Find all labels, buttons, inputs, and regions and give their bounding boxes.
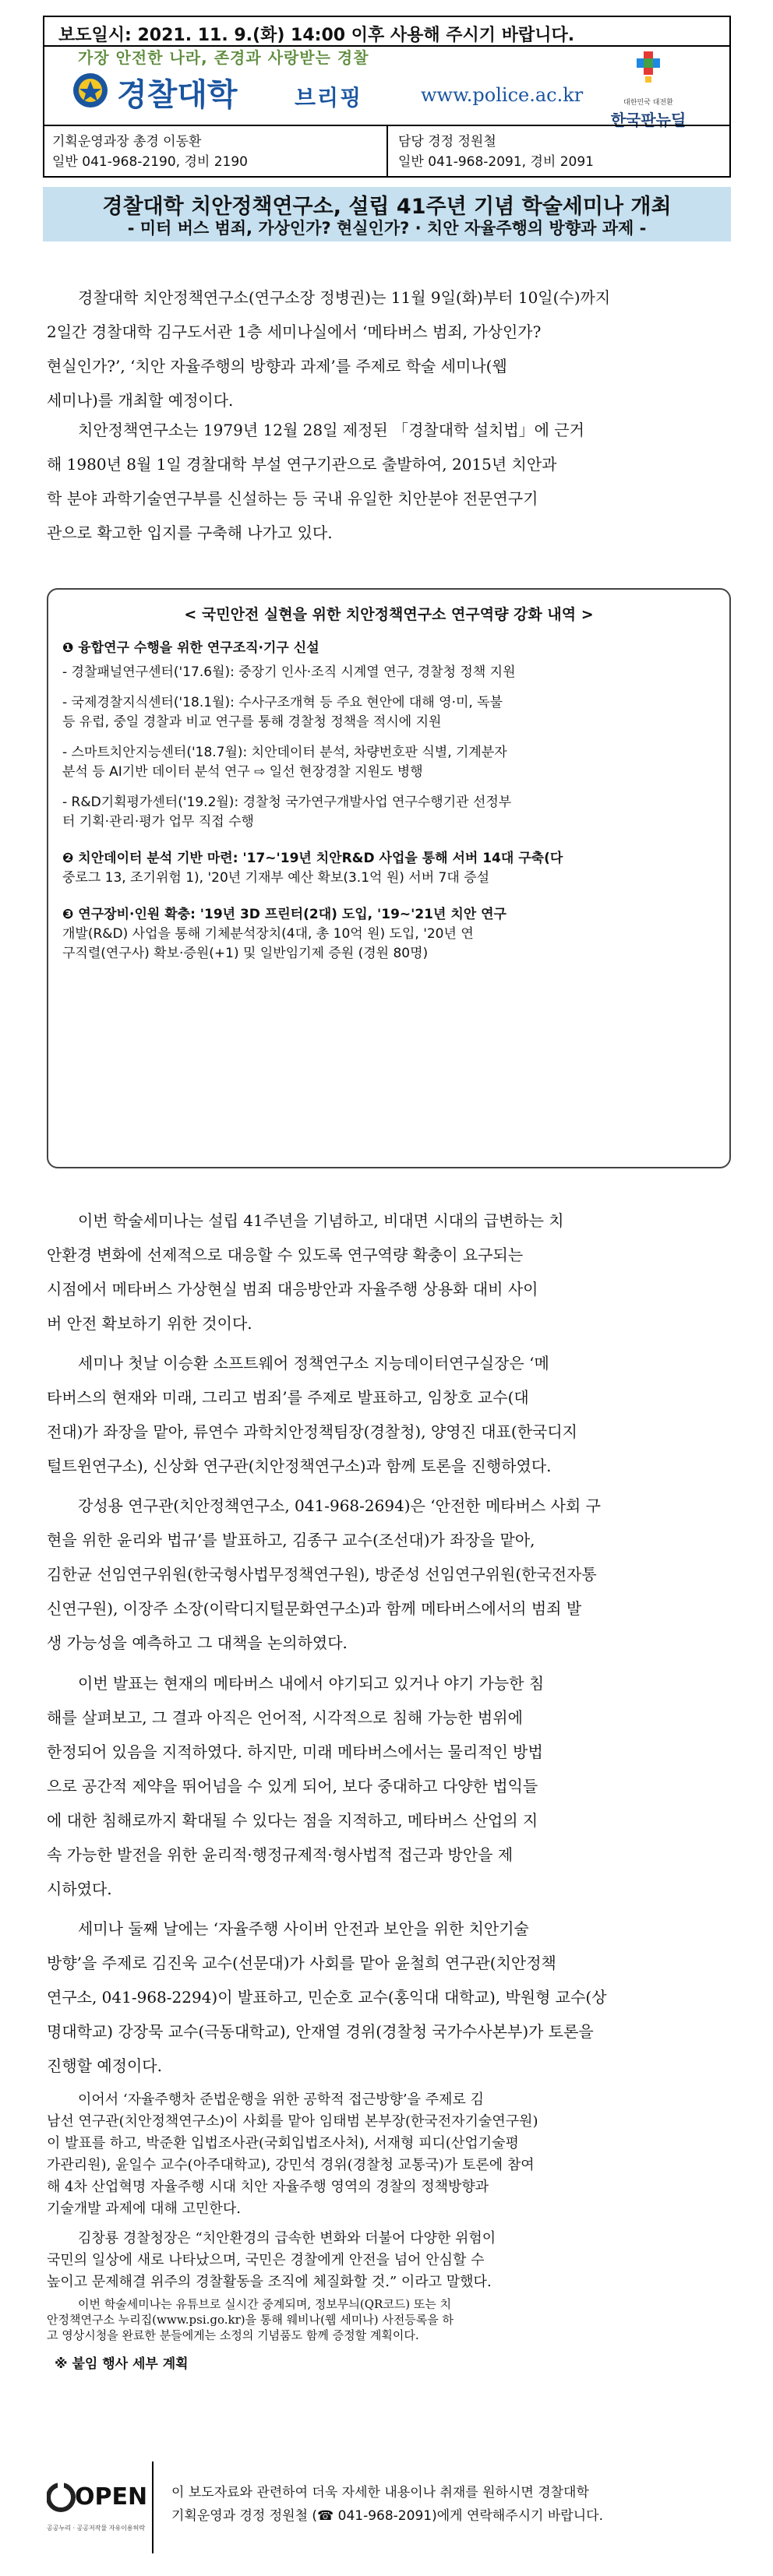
summary-item: ❸ 연구장비·인원 확충: '19년 3D 프린터(2대) 도입, '19~'21년 치안 연구 (62, 907, 507, 922)
paragraph-day1-session2 (47, 1489, 726, 1660)
text-line: 강성용 연구관(치안정책연구소, 041-968-2694)은 ‘안전한 메타버스 사회 구 (78, 1496, 601, 1515)
contact-right-line1: 담당 경정 정원철 (398, 134, 496, 150)
summary-item: 터 기획·관리·평가 업무 직접 수행 (62, 814, 254, 830)
embargo-notice: 보도일시: 2021. 11. 9.(화) 14:00 이후 사용해 주시기 바랍니다. (43, 16, 731, 47)
text-line: 현실인가?’, ‘치안 자율주행의 방향과 과제’를 주제로 학술 세미나(웹 (47, 357, 507, 375)
contact-row (43, 125, 731, 178)
contact-left-line2: 일반 041-968-2190, 경비 2190 (52, 154, 248, 170)
summary-heading: < 국민안전 실현을 위한 치안정책연구소 연구역량 강화 내역 > (184, 606, 594, 623)
text-line: 치안정책연구소는 1979년 12월 28일 제정된 「경찰대학 설치법」에 근거 (78, 421, 584, 439)
text-line: 에 대한 침해로까지 확대될 수 있다는 점을 지적하고, 메타버스 산업의 지 (47, 1811, 538, 1830)
text-line: 안정책연구소 누리집(www.psi.go.kr)을 통해 웨비나(웹 세미나) 사전등록을 하 (47, 2313, 454, 2327)
summary-item: ❷ 치안데이터 분석 기반 마련: '17~'19년 치안R&D 사업을 통해 서버 14대 구축(다 (62, 851, 563, 866)
summary-item: - 국제경찰지식센터('18.1월): 수사구조개혁 등 주요 현안에 대해 영·미, 독불 (62, 695, 503, 710)
text-line: 높이고 문제해결 위주의 경찰활동을 조직에 체질화할 것.” 이라고 말했다. (47, 2274, 492, 2290)
text-line: 한정되어 있음을 지적하였다. 하지만, 미래 메타버스에서는 물리적인 방법 (47, 1743, 543, 1761)
text-line: 국민의 일상에 새로 나타났으며, 국민은 경찰에게 안전을 넘어 안심할 수 (47, 2252, 485, 2268)
text-line: 해를 살펴보고, 그 결과 아직은 언어적, 시각적으로 침해 가능한 범위에 (47, 1708, 523, 1727)
briefing-title: 경찰대학 (117, 77, 238, 113)
summary-item: - R&D기획평가센터('19.2월): 경찰청 국가연구개발사업 연구수행기관 선정부 (62, 795, 512, 810)
paragraph-day1-session1 (47, 1346, 726, 1483)
paragraph-day2-session1 (47, 1912, 726, 2083)
summary-list (62, 639, 717, 964)
open-label: OPEN (75, 2483, 148, 2511)
text-line: 가관리원), 윤일수 교수(아주대학교), 강민석 경위(경찰청 교통국)가 토론에 참여 (47, 2157, 535, 2173)
text-line: 세미나)를 개최할 예정이다. (47, 391, 234, 410)
contact-right-line2: 일반 041-968-2091, 경비 2091 (398, 154, 594, 170)
paragraph-day2-session2 (47, 2089, 726, 2220)
korean-new-deal-logo (602, 48, 695, 129)
summary-item: 분석 등 AI기반 데이터 분석 연구 ⇨ 일선 현장경찰 지원도 병행 (62, 764, 423, 780)
footer-divider (152, 2461, 154, 2553)
contact-left-line1: 기획운영과장 총경 이동환 (52, 134, 202, 150)
text-line: 타버스의 현재와 미래, 그리고 범죄’를 주제로 발표하고, 임창호 교수(대 (47, 1388, 529, 1407)
website-url[interactable]: www.police.ac.kr (421, 84, 584, 106)
footer-line1: 이 보도자료와 관련하여 더욱 자세한 내용이나 취재를 원하시면 경찰대학 (171, 2485, 589, 2500)
footer (47, 2461, 732, 2555)
summary-item: 등 유럽, 중일 경찰과 비교 연구를 통해 경찰청 정책을 적시에 지원 (62, 714, 442, 730)
text-line: 안환경 변화에 선제적으로 대응할 수 있도록 연구역량 확충이 요구되는 (47, 1246, 524, 1264)
text-line: 기술개발 과제에 대해 고민한다. (47, 2201, 241, 2217)
text-line: 방향’을 주제로 김진욱 교수(선문대)가 사회를 맡아 윤철희 연구관(치안정책 (47, 1954, 556, 1972)
paragraph-history (47, 413, 726, 550)
summary-item: ❶ 융합연구 수행을 위한 연구조직·기구 신설 (62, 640, 319, 656)
footer-line2: 기획운영과 경정 정원철 (☎ 041-968-2091)에게 연락해주시기 바랍니다. (171, 2508, 603, 2524)
text-line: 김한균 선임연구위원(한국형사법무정책연구원), 방준성 선임연구위원(한국전자통 (47, 1565, 597, 1584)
text-line: 시하였다. (47, 1880, 112, 1898)
text-line: 이어서 ‘자율주행차 준법운행을 위한 공학적 접근방향’을 주제로 김 (78, 2091, 484, 2108)
text-line: 현을 위한 윤리와 법규’를 발표하고, 김종구 교수(조선대)가 좌장을 맡아, (47, 1531, 535, 1549)
contact-divider (386, 126, 388, 178)
paragraph-commissioner-quote (47, 2228, 726, 2293)
text-line: 해 4차 산업혁명 자율주행 시대 치안 자율주행 영역의 경찰의 정책방향과 (47, 2179, 489, 2195)
logo-label: 한국판뉴딜 (610, 111, 687, 129)
summary-item: 중로그 13, 조기위험 1), '20년 기재부 예산 확보(3.1억 원) 서버 7대 증설 (62, 870, 490, 886)
open-small-text: 공공누리 · 공공저작물 자유이용허락 (47, 2525, 146, 2532)
text-line: 신연구원), 이장주 소장(이락디지털문화연구소)과 함께 메타버스에서의 범죄 발 (47, 1599, 582, 1618)
paragraph-intro (47, 280, 726, 418)
text-line: 전대)가 좌장을 맡아, 류연수 과학치안정책팀장(경찰청), 양영진 대표(한국디지 (47, 1422, 577, 1441)
new-deal-logo-icon (602, 48, 695, 97)
text-line: 학 분야 과학기술연구부를 신설하는 등 국내 유일한 치안분야 전문연구기 (47, 489, 538, 508)
summary-item: 개발(R&D) 사업을 통해 기체분석장치(4대, 총 10억 원) 도입, '20년 연 (62, 926, 474, 942)
open-license-logo (47, 2466, 148, 2552)
headline: 경찰대학 치안정책연구소, 설립 41주년 기념 학술세미나 개최 (102, 195, 672, 219)
paragraph-analysis (47, 1666, 726, 1906)
text-line: 이번 학술세미나는 설립 41주년을 기념하고, 비대면 시대의 급변하는 치 (78, 1211, 564, 1230)
text-line: 시점에서 메타버스 가상현실 범죄 대응방안과 자율주행 상용화 대비 사이 (47, 1280, 538, 1299)
text-line: 털트윈연구소), 신상화 연구관(치안정책연구소)과 함께 토론을 진행하였다. (47, 1457, 552, 1475)
text-line: 연구소, 041-968-2294)이 발표하고, 민순호 교수(홍익대 대학교), 박원형 교수(상 (47, 1988, 607, 2007)
attachment-note: ※ 붙임 행사 세부 계획 (55, 2356, 189, 2372)
text-line: 남선 연구관(치안정책연구소)이 사회를 맡아 임태범 본부장(한국전자기술연구원) (47, 2113, 538, 2130)
summary-item: 구직렬(연구사) 확보·증원(+1) 및 일반임기제 증원 (경원 80명) (62, 946, 429, 961)
text-line: 이번 발표는 현재의 메타버스 내에서 야기되고 있거나 야기 가능한 침 (78, 1674, 545, 1693)
text-line: 진행할 예정이다. (47, 2056, 162, 2075)
paragraph-purpose (47, 1203, 726, 1341)
text-line: 2일간 경찰대학 김구도서관 1층 세미나실에서 ‘메타버스 범죄, 가상인가? (47, 322, 542, 341)
text-line: 명대학교) 강장묵 교수(극동대학교), 안재열 경위(경찰청 국가수사본부)가 토론을 (47, 2022, 594, 2041)
slogan: 가장 안전한 나라, 존경과 사랑받는 경찰 (78, 48, 369, 67)
subheadline: - 미터 버스 범죄, 가상인가? 현실인가? · 치안 자율주행의 방향과 과제 - (127, 219, 647, 238)
logo-small-text: 대한민국 대전환 (623, 99, 673, 107)
text-line: 이 발표를 하고, 박준환 입법조사관(국회입법조사처), 서재형 피디(산업기술평 (47, 2135, 519, 2151)
text-line: 버 안전 확보하기 위한 것이다. (47, 1314, 252, 1333)
text-line: 관으로 확고한 입지를 구축해 나가고 있다. (47, 523, 333, 542)
text-line: 경찰대학 치안정책연구소(연구소장 정병권)는 11월 9일(화)부터 10일(수)까지 (78, 288, 611, 307)
text-line: 세미나 첫날 이승환 소프트웨어 정책연구소 지능데이터연구실장은 ‘메 (78, 1354, 549, 1373)
police-emblem-icon (72, 72, 109, 109)
text-line: 속 가능한 발전을 위한 윤리적·행정규제적·형사법적 접근과 방안을 제 (47, 1845, 514, 1864)
text-line: 고 영상시청을 완료한 분들에게는 소정의 기념품도 함께 증정할 계획이다. (47, 2328, 419, 2342)
text-line: 으로 공간적 제약을 뛰어넘을 수 있게 되어, 보다 중대하고 다양한 법익들 (47, 1777, 538, 1795)
text-line: 이번 학술세미나는 유튜브로 실시간 중계되며, 정보무늬(QR코드) 또는 치 (78, 2297, 452, 2311)
paragraph-stream-info (47, 2296, 726, 2343)
text-line: 김창룡 경찰청장은 “치안환경의 급속한 변화와 더불어 다양한 위험이 (78, 2230, 496, 2247)
summary-item: - 스마트치안지능센터('18.7월): 치안데이터 분석, 차량번호판 식별, 기계분자 (62, 745, 507, 760)
text-line: 생 가능성을 예측하고 그 대책을 논의하였다. (47, 1633, 348, 1652)
text-line: 세미나 둘째 날에는 ‘자율주행 사이버 안전과 보안을 위한 치안기술 (78, 1919, 529, 1938)
summary-item: - 경찰패널연구센터('17.6월): 중장기 인사·조직 시계열 연구, 경찰청 정책 지원 (62, 664, 516, 680)
text-line: 해 1980년 8월 1일 경찰대학 부설 연구기관으로 출발하여, 2015년 치안과 (47, 455, 557, 474)
briefing-subtitle: 브리핑 (295, 85, 363, 111)
